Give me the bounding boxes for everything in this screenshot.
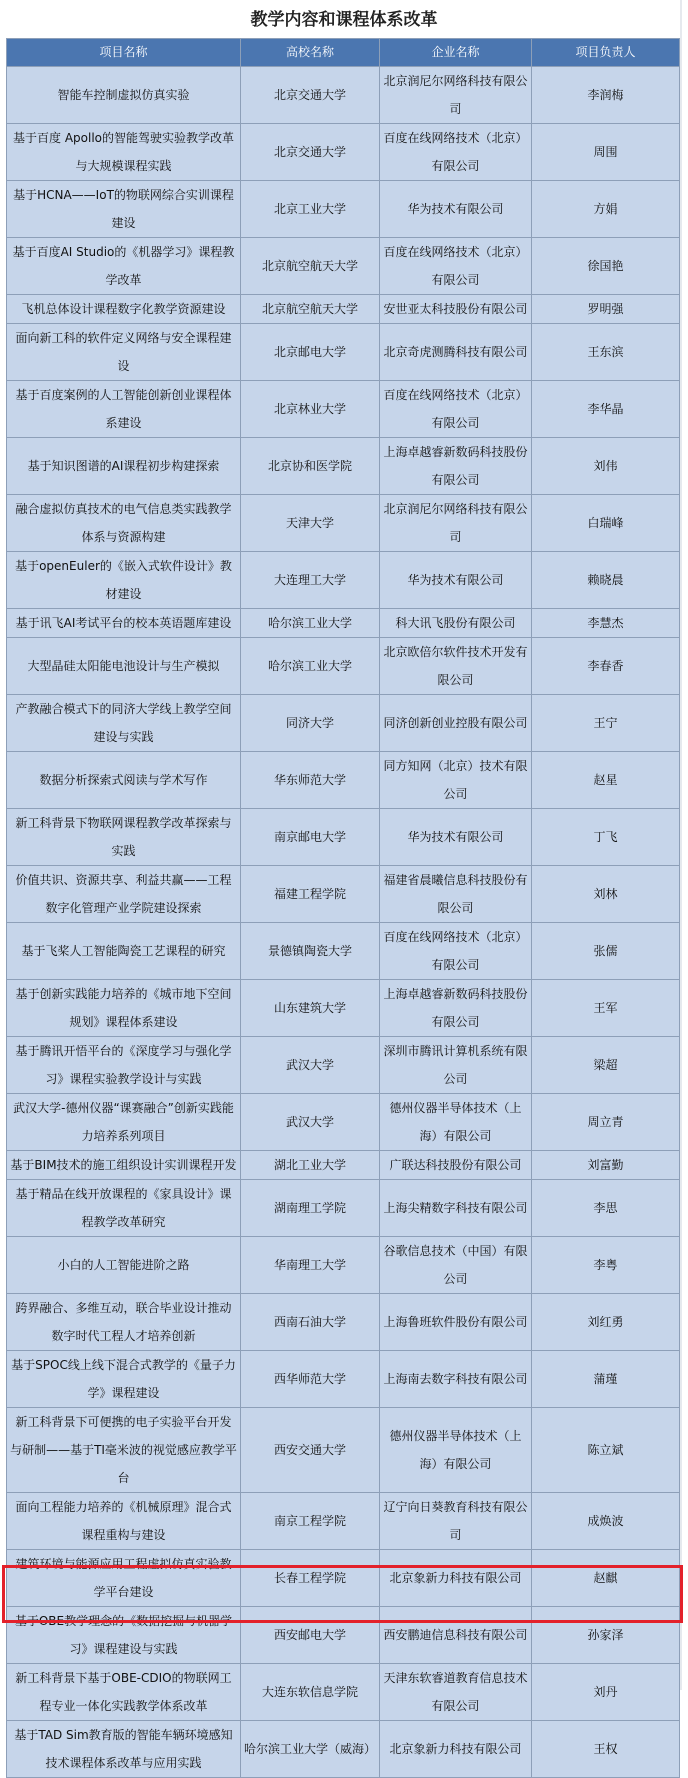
cell-leader: 张儒 bbox=[532, 923, 680, 980]
cell-company: 上海卓越睿新数码科技股份有限公司 bbox=[380, 438, 532, 495]
table-row bbox=[7, 381, 680, 438]
table-row bbox=[7, 1151, 680, 1180]
table-row bbox=[7, 1037, 680, 1094]
cell-project: 面向工程能力培养的《机械原理》混合式课程重构与建设 bbox=[7, 1493, 241, 1550]
cell-company: 北京润尼尔网络科技有限公司 bbox=[380, 67, 532, 124]
cell-university: 长春工程学院 bbox=[241, 1550, 380, 1607]
cell-project: 基于飞桨人工智能陶瓷工艺课程的研究 bbox=[7, 923, 241, 980]
cell-company: 广联达科技股份有限公司 bbox=[380, 1151, 532, 1180]
table-row bbox=[7, 67, 680, 124]
cell-leader: 王东滨 bbox=[532, 324, 680, 381]
table-row bbox=[7, 609, 680, 638]
cell-university: 湖南理工学院 bbox=[241, 1180, 380, 1237]
project-table bbox=[6, 38, 680, 1778]
cell-leader: 陈立斌 bbox=[532, 1408, 680, 1493]
table-header-row bbox=[7, 39, 680, 67]
table-row bbox=[7, 980, 680, 1037]
cell-leader: 罗明强 bbox=[532, 295, 680, 324]
cell-project: 基于HCNA——IoT的物联网综合实训课程建设 bbox=[7, 181, 241, 238]
cell-project: 智能车控制虚拟仿真实验 bbox=[7, 67, 241, 124]
table-row bbox=[7, 923, 680, 980]
cell-leader: 蒲瑾 bbox=[532, 1351, 680, 1408]
cell-company: 福建省晨曦信息科技股份有限公司 bbox=[380, 866, 532, 923]
cell-project: 飞机总体设计课程数字化教学资源建设 bbox=[7, 295, 241, 324]
cell-university: 西华师范大学 bbox=[241, 1351, 380, 1408]
cell-university: 哈尔滨工业大学（威海） bbox=[241, 1721, 380, 1778]
table-row bbox=[7, 552, 680, 609]
cell-leader: 李春香 bbox=[532, 638, 680, 695]
cell-leader: 李润梅 bbox=[532, 67, 680, 124]
cell-leader: 成焕波 bbox=[532, 1493, 680, 1550]
cell-university: 北京航空航天大学 bbox=[241, 238, 380, 295]
cell-project: 面向新工科的软件定义网络与安全课程建设 bbox=[7, 324, 241, 381]
cell-company: 百度在线网络技术（北京）有限公司 bbox=[380, 238, 532, 295]
cell-project: 基于BIM技术的施工组织设计实训课程开发 bbox=[7, 1151, 241, 1180]
table-row bbox=[7, 1180, 680, 1237]
table-row bbox=[7, 295, 680, 324]
cell-leader: 周立青 bbox=[532, 1094, 680, 1151]
cell-university: 北京航空航天大学 bbox=[241, 295, 380, 324]
cell-company: 百度在线网络技术（北京）有限公司 bbox=[380, 923, 532, 980]
cell-company: 安世亚太科技股份有限公司 bbox=[380, 295, 532, 324]
cell-project: 小白的人工智能进阶之路 bbox=[7, 1237, 241, 1294]
cell-university: 景德镇陶瓷大学 bbox=[241, 923, 380, 980]
cell-project: 基于百度 Apollo的智能驾驶实验教学改革与大规模课程实践 bbox=[7, 124, 241, 181]
cell-university: 北京林业大学 bbox=[241, 381, 380, 438]
cell-project: 基于openEuler的《嵌入式软件设计》教材建设 bbox=[7, 552, 241, 609]
cell-company: 德州仪器半导体技术（上海）有限公司 bbox=[380, 1094, 532, 1151]
cell-university: 武汉大学 bbox=[241, 1037, 380, 1094]
cell-leader: 李思 bbox=[532, 1180, 680, 1237]
table-row bbox=[7, 495, 680, 552]
cell-university: 西安交通大学 bbox=[241, 1408, 380, 1493]
table-row bbox=[7, 1607, 680, 1664]
cell-leader: 王宁 bbox=[532, 695, 680, 752]
cell-company: 北京象新力科技有限公司 bbox=[380, 1721, 532, 1778]
table-row bbox=[7, 1351, 680, 1408]
table-row bbox=[7, 1294, 680, 1351]
cell-leader: 刘红勇 bbox=[532, 1294, 680, 1351]
cell-university: 北京协和医学院 bbox=[241, 438, 380, 495]
cell-project: 武汉大学-德州仪器“课赛融合”创新实践能力培养系列项目 bbox=[7, 1094, 241, 1151]
cell-company: 北京奇虎测腾科技有限公司 bbox=[380, 324, 532, 381]
table-row bbox=[7, 181, 680, 238]
cell-university: 南京工程学院 bbox=[241, 1493, 380, 1550]
cell-company: 北京润尼尔网络科技有限公司 bbox=[380, 495, 532, 552]
table-row bbox=[7, 1721, 680, 1778]
cell-company: 辽宁向日葵教育科技有限公司 bbox=[380, 1493, 532, 1550]
cell-university: 同济大学 bbox=[241, 695, 380, 752]
cell-university: 北京交通大学 bbox=[241, 124, 380, 181]
cell-university: 北京邮电大学 bbox=[241, 324, 380, 381]
table-row bbox=[7, 1408, 680, 1493]
header-university: 高校名称 bbox=[241, 39, 380, 67]
cell-leader: 刘富勤 bbox=[532, 1151, 680, 1180]
cell-project: 新工科背景下可便携的电子实验平台开发与研制——基于TI毫米波的视觉感应教学平台 bbox=[7, 1408, 241, 1493]
cell-leader: 白瑞峰 bbox=[532, 495, 680, 552]
cell-university: 武汉大学 bbox=[241, 1094, 380, 1151]
cell-leader: 赵麒 bbox=[532, 1550, 680, 1607]
table-row bbox=[7, 809, 680, 866]
cell-project: 基于知识图谱的AI课程初步构建探索 bbox=[7, 438, 241, 495]
cell-project: 基于百度AI Studio的《机器学习》课程教学改革 bbox=[7, 238, 241, 295]
table-row bbox=[7, 638, 680, 695]
cell-university: 福建工程学院 bbox=[241, 866, 380, 923]
table-row bbox=[7, 866, 680, 923]
cell-university: 华东师范大学 bbox=[241, 752, 380, 809]
table-row bbox=[7, 324, 680, 381]
cell-company: 北京象新力科技有限公司 bbox=[380, 1550, 532, 1607]
cell-university: 大连东软信息学院 bbox=[241, 1664, 380, 1721]
cell-project: 基于SPOC线上线下混合式教学的《量子力学》课程建设 bbox=[7, 1351, 241, 1408]
table-row bbox=[7, 124, 680, 181]
cell-university: 天津大学 bbox=[241, 495, 380, 552]
cell-university: 北京工业大学 bbox=[241, 181, 380, 238]
cell-leader: 李粤 bbox=[532, 1237, 680, 1294]
table-row bbox=[7, 695, 680, 752]
table-row bbox=[7, 238, 680, 295]
table-row bbox=[7, 1493, 680, 1550]
header-leader: 项目负责人 bbox=[532, 39, 680, 67]
cell-university: 山东建筑大学 bbox=[241, 980, 380, 1037]
cell-leader: 徐国艳 bbox=[532, 238, 680, 295]
cell-leader: 刘丹 bbox=[532, 1664, 680, 1721]
cell-leader: 王权 bbox=[532, 1721, 680, 1778]
cell-company: 百度在线网络技术（北京）有限公司 bbox=[380, 381, 532, 438]
cell-leader: 刘伟 bbox=[532, 438, 680, 495]
cell-project: 大型晶硅太阳能电池设计与生产模拟 bbox=[7, 638, 241, 695]
cell-leader: 李慧杰 bbox=[532, 609, 680, 638]
cell-university: 华南理工大学 bbox=[241, 1237, 380, 1294]
cell-company: 上海尖精数字科技有限公司 bbox=[380, 1180, 532, 1237]
cell-company: 华为技术有限公司 bbox=[380, 181, 532, 238]
cell-company: 上海卓越睿新数码科技股份有限公司 bbox=[380, 980, 532, 1037]
cell-project: 基于精品在线开放课程的《家具设计》课程教学改革研究 bbox=[7, 1180, 241, 1237]
table-row bbox=[7, 752, 680, 809]
page-title: 教学内容和课程体系改革 bbox=[250, 10, 438, 30]
cell-project: 新工科背景下物联网课程教学改革探索与实践 bbox=[7, 809, 241, 866]
cell-project: 数据分析探索式阅读与学术写作 bbox=[7, 752, 241, 809]
cell-company: 科大讯飞股份有限公司 bbox=[380, 609, 532, 638]
page-edge-line bbox=[680, 0, 682, 1690]
cell-leader: 孙家泽 bbox=[532, 1607, 680, 1664]
cell-project: 价值共识、资源共享、利益共赢——工程数字化管理产业学院建设探索 bbox=[7, 866, 241, 923]
cell-leader: 赖晓晨 bbox=[532, 552, 680, 609]
cell-company: 北京欧倍尔软件技术开发有限公司 bbox=[380, 638, 532, 695]
table-row bbox=[7, 1664, 680, 1721]
cell-university: 南京邮电大学 bbox=[241, 809, 380, 866]
cell-leader: 梁超 bbox=[532, 1037, 680, 1094]
cell-company: 西安鹏迪信息科技有限公司 bbox=[380, 1607, 532, 1664]
table-row bbox=[7, 438, 680, 495]
cell-project: 建筑环境与能源应用工程虚拟仿真实验教学平台建设 bbox=[7, 1550, 241, 1607]
cell-project: 基于创新实践能力培养的《城市地下空间规划》课程体系建设 bbox=[7, 980, 241, 1037]
cell-company: 同济创新创业控股有限公司 bbox=[380, 695, 532, 752]
cell-university: 湖北工业大学 bbox=[241, 1151, 380, 1180]
cell-university: 西安邮电大学 bbox=[241, 1607, 380, 1664]
cell-leader: 李华晶 bbox=[532, 381, 680, 438]
cell-leader: 刘林 bbox=[532, 866, 680, 923]
cell-project: 新工科背景下基于OBE-CDIO的物联网工程专业一体化实践教学体系改革 bbox=[7, 1664, 241, 1721]
cell-company: 天津东软睿道教育信息技术有限公司 bbox=[380, 1664, 532, 1721]
cell-company: 上海南去数字科技有限公司 bbox=[380, 1351, 532, 1408]
cell-company: 同方知网（北京）技术有限公司 bbox=[380, 752, 532, 809]
cell-company: 华为技术有限公司 bbox=[380, 552, 532, 609]
cell-company: 深圳市腾讯计算机系统有限公司 bbox=[380, 1037, 532, 1094]
table-row bbox=[7, 1094, 680, 1151]
cell-company: 德州仪器半导体技术（上海）有限公司 bbox=[380, 1408, 532, 1493]
table-body bbox=[7, 67, 680, 1778]
cell-project: 基于讯飞AI考试平台的校本英语题库建设 bbox=[7, 609, 241, 638]
cell-university: 大连理工大学 bbox=[241, 552, 380, 609]
cell-leader: 赵星 bbox=[532, 752, 680, 809]
cell-company: 谷歌信息技术（中国）有限公司 bbox=[380, 1237, 532, 1294]
cell-leader: 王军 bbox=[532, 980, 680, 1037]
cell-leader: 方娟 bbox=[532, 181, 680, 238]
cell-company: 上海鲁班软件股份有限公司 bbox=[380, 1294, 532, 1351]
cell-university: 北京交通大学 bbox=[241, 67, 380, 124]
cell-project: 跨界融合、多维互动，联合毕业设计推动数字时代工程人才培养创新 bbox=[7, 1294, 241, 1351]
cell-university: 哈尔滨工业大学 bbox=[241, 638, 380, 695]
cell-leader: 周围 bbox=[532, 124, 680, 181]
cell-company: 百度在线网络技术（北京）有限公司 bbox=[380, 124, 532, 181]
cell-university: 哈尔滨工业大学 bbox=[241, 609, 380, 638]
cell-project: 基于百度案例的人工智能创新创业课程体系建设 bbox=[7, 381, 241, 438]
table-row bbox=[7, 1237, 680, 1294]
cell-project: 基于腾讯开悟平台的《深度学习与强化学习》课程实验教学设计与实践 bbox=[7, 1037, 241, 1094]
cell-university: 西南石油大学 bbox=[241, 1294, 380, 1351]
header-company: 企业名称 bbox=[380, 39, 532, 67]
cell-project: 基于TAD Sim教育版的智能车辆环境感知技术课程体系改革与应用实践 bbox=[7, 1721, 241, 1778]
cell-project: 基于OBE教学理念的《数据挖掘与机器学习》课程建设与实践 bbox=[7, 1607, 241, 1664]
table-row bbox=[7, 1550, 680, 1607]
cell-company: 华为技术有限公司 bbox=[380, 809, 532, 866]
cell-leader: 丁飞 bbox=[532, 809, 680, 866]
cell-project: 产教融合模式下的同济大学线上教学空间建设与实践 bbox=[7, 695, 241, 752]
cell-project: 融合虚拟仿真技术的电气信息类实践教学体系与资源构建 bbox=[7, 495, 241, 552]
header-project: 项目名称 bbox=[7, 39, 241, 67]
